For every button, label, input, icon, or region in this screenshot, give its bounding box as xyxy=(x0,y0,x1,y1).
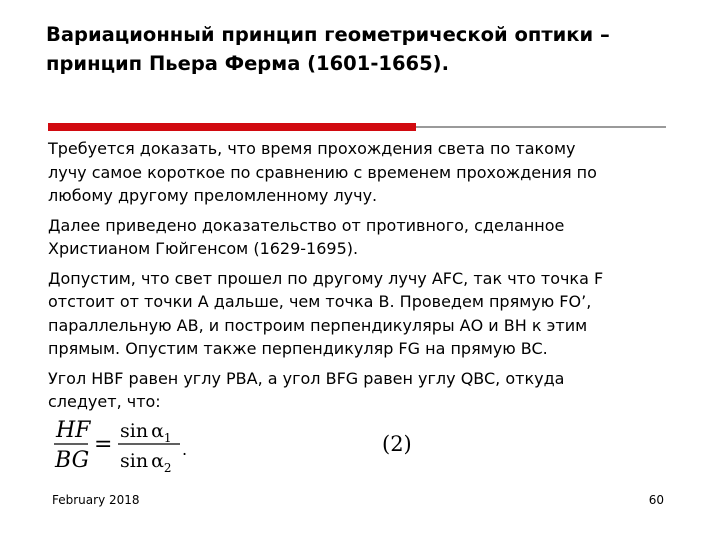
paragraph-proof-intro xyxy=(48,214,688,261)
paragraph-requirement xyxy=(48,137,688,208)
text-line: Угол HBF равен углу PBA, а угол BFG равен углу QBC, откуда xyxy=(48,368,565,388)
slide-title xyxy=(46,20,676,78)
formula-rhs-num-var: α xyxy=(151,420,164,442)
footer-page-number: 60 xyxy=(648,493,664,507)
formula-rhs-den-fn: sin xyxy=(120,450,149,472)
formula-rhs-den-var: α xyxy=(151,450,164,472)
formula-equals: = xyxy=(94,432,113,457)
text-line: следует, что: xyxy=(48,392,161,411)
text-line: отстоит от точки А дальше, чем точка В. Проведем прямую FO’, xyxy=(48,292,592,311)
title-divider-line xyxy=(416,126,666,128)
formula-trailing-dot: . xyxy=(182,440,188,459)
title-line-1: Вариационный принцип геометрической оптики – xyxy=(46,23,610,46)
formula-rhs-numerator xyxy=(120,420,172,445)
title-accent-bar xyxy=(48,123,416,131)
formula-lhs-numerator: HF xyxy=(56,418,91,443)
footer-date: February 2018 xyxy=(52,493,140,507)
formula-block xyxy=(52,413,432,473)
formula-lhs-denominator: BG xyxy=(55,448,90,473)
paragraph-assumption xyxy=(48,267,688,361)
formula-rhs-num-fn: sin xyxy=(120,420,149,442)
text-line: Христианом Гюйгенсом (1629-1695). xyxy=(48,239,359,258)
formula-svg xyxy=(52,413,432,473)
formula-rhs-denominator xyxy=(120,450,172,473)
text-line: Допустим, что свет прошел по другому лучу AFC, так что точка F xyxy=(48,268,604,288)
text-line: прямым. Опустим также перпендикуляр FG на прямую BC. xyxy=(48,339,548,358)
equation-number: (2) xyxy=(382,432,412,456)
text-line: любому другому преломленному лучу. xyxy=(48,186,378,205)
paragraph-angles xyxy=(48,367,688,414)
text-line: Требуется доказать, что время прохождения света по такому xyxy=(48,139,576,158)
slide-body xyxy=(48,137,688,420)
title-line-2: принцип Пьера Ферма (1601-1665). xyxy=(46,52,450,75)
formula-rhs-num-sub: 1 xyxy=(163,431,172,445)
formula-rhs-den-sub: 2 xyxy=(163,461,172,473)
text-line: лучу самое короткое по сравнению с временем прохождения по xyxy=(48,162,597,182)
text-line: Далее приведено доказательство от противного, сделанное xyxy=(48,215,565,235)
text-line: параллельную AB, и построим перпендикуляры АО и ВН к этим xyxy=(48,315,588,335)
